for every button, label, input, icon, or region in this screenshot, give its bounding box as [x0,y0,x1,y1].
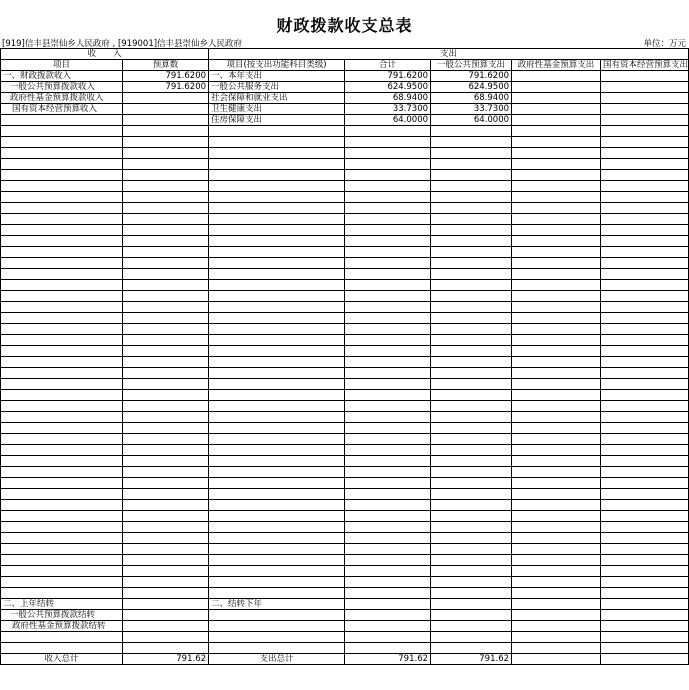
table-row [1,93,689,104]
general-cell: 64.0000 [431,115,512,126]
col-fund: 政府性基金预算支出 [512,60,601,71]
blank-row [1,313,689,324]
blank-row [1,214,689,225]
income-item-cell: 一、财政拨款收入 [1,71,123,82]
blank-row [1,192,689,203]
blank-row [1,632,689,643]
expense-next-carry: 二、结转下年 [209,599,345,610]
empty-cell [209,610,345,621]
empty-cell [123,599,209,610]
blank-row [1,533,689,544]
col-expense-item: 项目(按支出功能科目类级) [209,60,345,71]
total-total-value: 791.62 [345,654,431,665]
blank-row [1,302,689,313]
blank-row [1,159,689,170]
table-row [1,82,689,93]
group-header-row [1,49,689,60]
empty-cell [345,599,431,610]
blank-row [1,324,689,335]
table-row [1,71,689,82]
blank-row [1,335,689,346]
empty-cell [431,599,512,610]
expense-item-cell: 一般公共服务支出 [209,82,345,93]
blank-row [1,225,689,236]
income-amount-cell: 791.6200 [123,82,209,93]
blank-row [1,412,689,423]
blank-row [1,368,689,379]
empty-cell [209,621,345,632]
blank-row [1,126,689,137]
blank-row [1,544,689,555]
expense-item-cell: 卫生健康支出 [209,104,345,115]
col-income-item: 项目 [1,60,123,71]
income-amount-cell [123,115,209,126]
fund-cell [512,104,601,115]
blank-row [1,456,689,467]
empty-cell [601,621,689,632]
income-item-cell: 一般公共预算拨款收入 [1,82,123,93]
blank-row [1,291,689,302]
expense-group-header: 支出 [209,49,689,60]
blank-row [1,181,689,192]
empty-cell [123,621,209,632]
income-item-cell: 政府性基金预算拨款收入 [1,93,123,104]
fund-cell [512,82,601,93]
income-prev-carry: 二、上年结转 [1,599,123,610]
blank-row [1,489,689,500]
organization-label: [919]信丰县崇仙乡人民政府 , [919001]信丰县崇仙乡人民政府 [2,39,243,49]
empty-cell [345,610,431,621]
total-cell: 68.9400 [345,93,431,104]
general-carry-label: 一般公共预算拨款结转 [1,610,123,621]
income-item-cell: 国有资本经营预算收入 [1,104,123,115]
blank-row [1,643,689,654]
fund-cell [512,71,601,82]
table-row [1,104,689,115]
expense-item-cell: 社会保障和就业支出 [209,93,345,104]
fund-carry-label: 政府性基金预算拨款结转 [1,621,123,632]
general-cell: 791.6200 [431,71,512,82]
blank-row [1,478,689,489]
blank-row [1,170,689,181]
empty-cell [601,599,689,610]
empty-cell [431,621,512,632]
col-state: 国有资本经营预算支出 [601,60,689,71]
totals-row [1,654,689,665]
income-group-header: 收 入 [1,49,209,60]
blank-row [1,357,689,368]
expense-item-cell: 一、本年支出 [209,71,345,82]
blank-row [1,236,689,247]
blank-row [1,434,689,445]
general-cell: 33.7300 [431,104,512,115]
blank-row [1,203,689,214]
col-total: 合计 [345,60,431,71]
empty-cell [512,654,601,665]
blank-row [1,137,689,148]
table-row [1,115,689,126]
blank-row [1,346,689,357]
column-header-row [1,60,689,71]
income-amount-cell [123,93,209,104]
finance-summary-table [0,48,689,665]
total-cell: 624.9500 [345,82,431,93]
expense-total-label: 支出总计 [209,654,345,665]
blank-row [1,588,689,599]
blank-row [1,577,689,588]
page-title: 财政拨款收支总表 [276,16,413,35]
blank-row [1,148,689,159]
blank-row [1,269,689,280]
total-cell: 33.7300 [345,104,431,115]
state-cell [601,93,689,104]
empty-cell [512,621,601,632]
empty-cell [345,621,431,632]
blank-row [1,467,689,478]
blank-row [1,379,689,390]
general-cell: 624.9500 [431,82,512,93]
fund-cell [512,93,601,104]
col-income-budget: 预算数 [123,60,209,71]
carryover-row [1,621,689,632]
income-amount-cell: 791.6200 [123,71,209,82]
income-total-label: 收入总计 [1,654,123,665]
total-cell: 791.6200 [345,71,431,82]
fund-cell [512,115,601,126]
blank-row [1,401,689,412]
blank-row [1,511,689,522]
empty-cell [601,610,689,621]
state-cell [601,104,689,115]
empty-cell [431,610,512,621]
general-total-value: 791.62 [431,654,512,665]
carryover-row [1,599,689,610]
empty-cell [512,599,601,610]
blank-row [1,258,689,269]
carryover-row [1,610,689,621]
state-cell [601,115,689,126]
state-cell [601,82,689,93]
blank-row [1,566,689,577]
blank-row [1,390,689,401]
income-total-value: 791.62 [123,654,209,665]
empty-cell [601,654,689,665]
empty-cell [123,610,209,621]
expense-item-cell: 住房保障支出 [209,115,345,126]
col-general: 一般公共预算支出 [431,60,512,71]
blank-row [1,522,689,533]
general-cell: 68.9400 [431,93,512,104]
total-cell: 64.0000 [345,115,431,126]
income-amount-cell [123,104,209,115]
empty-cell [512,610,601,621]
blank-row [1,500,689,511]
blank-row [1,555,689,566]
blank-row [1,445,689,456]
blank-row [1,247,689,258]
state-cell [601,71,689,82]
blank-row [1,423,689,434]
blank-row [1,280,689,291]
unit-label: 单位：万元 [643,39,686,49]
income-item-cell [1,115,123,126]
